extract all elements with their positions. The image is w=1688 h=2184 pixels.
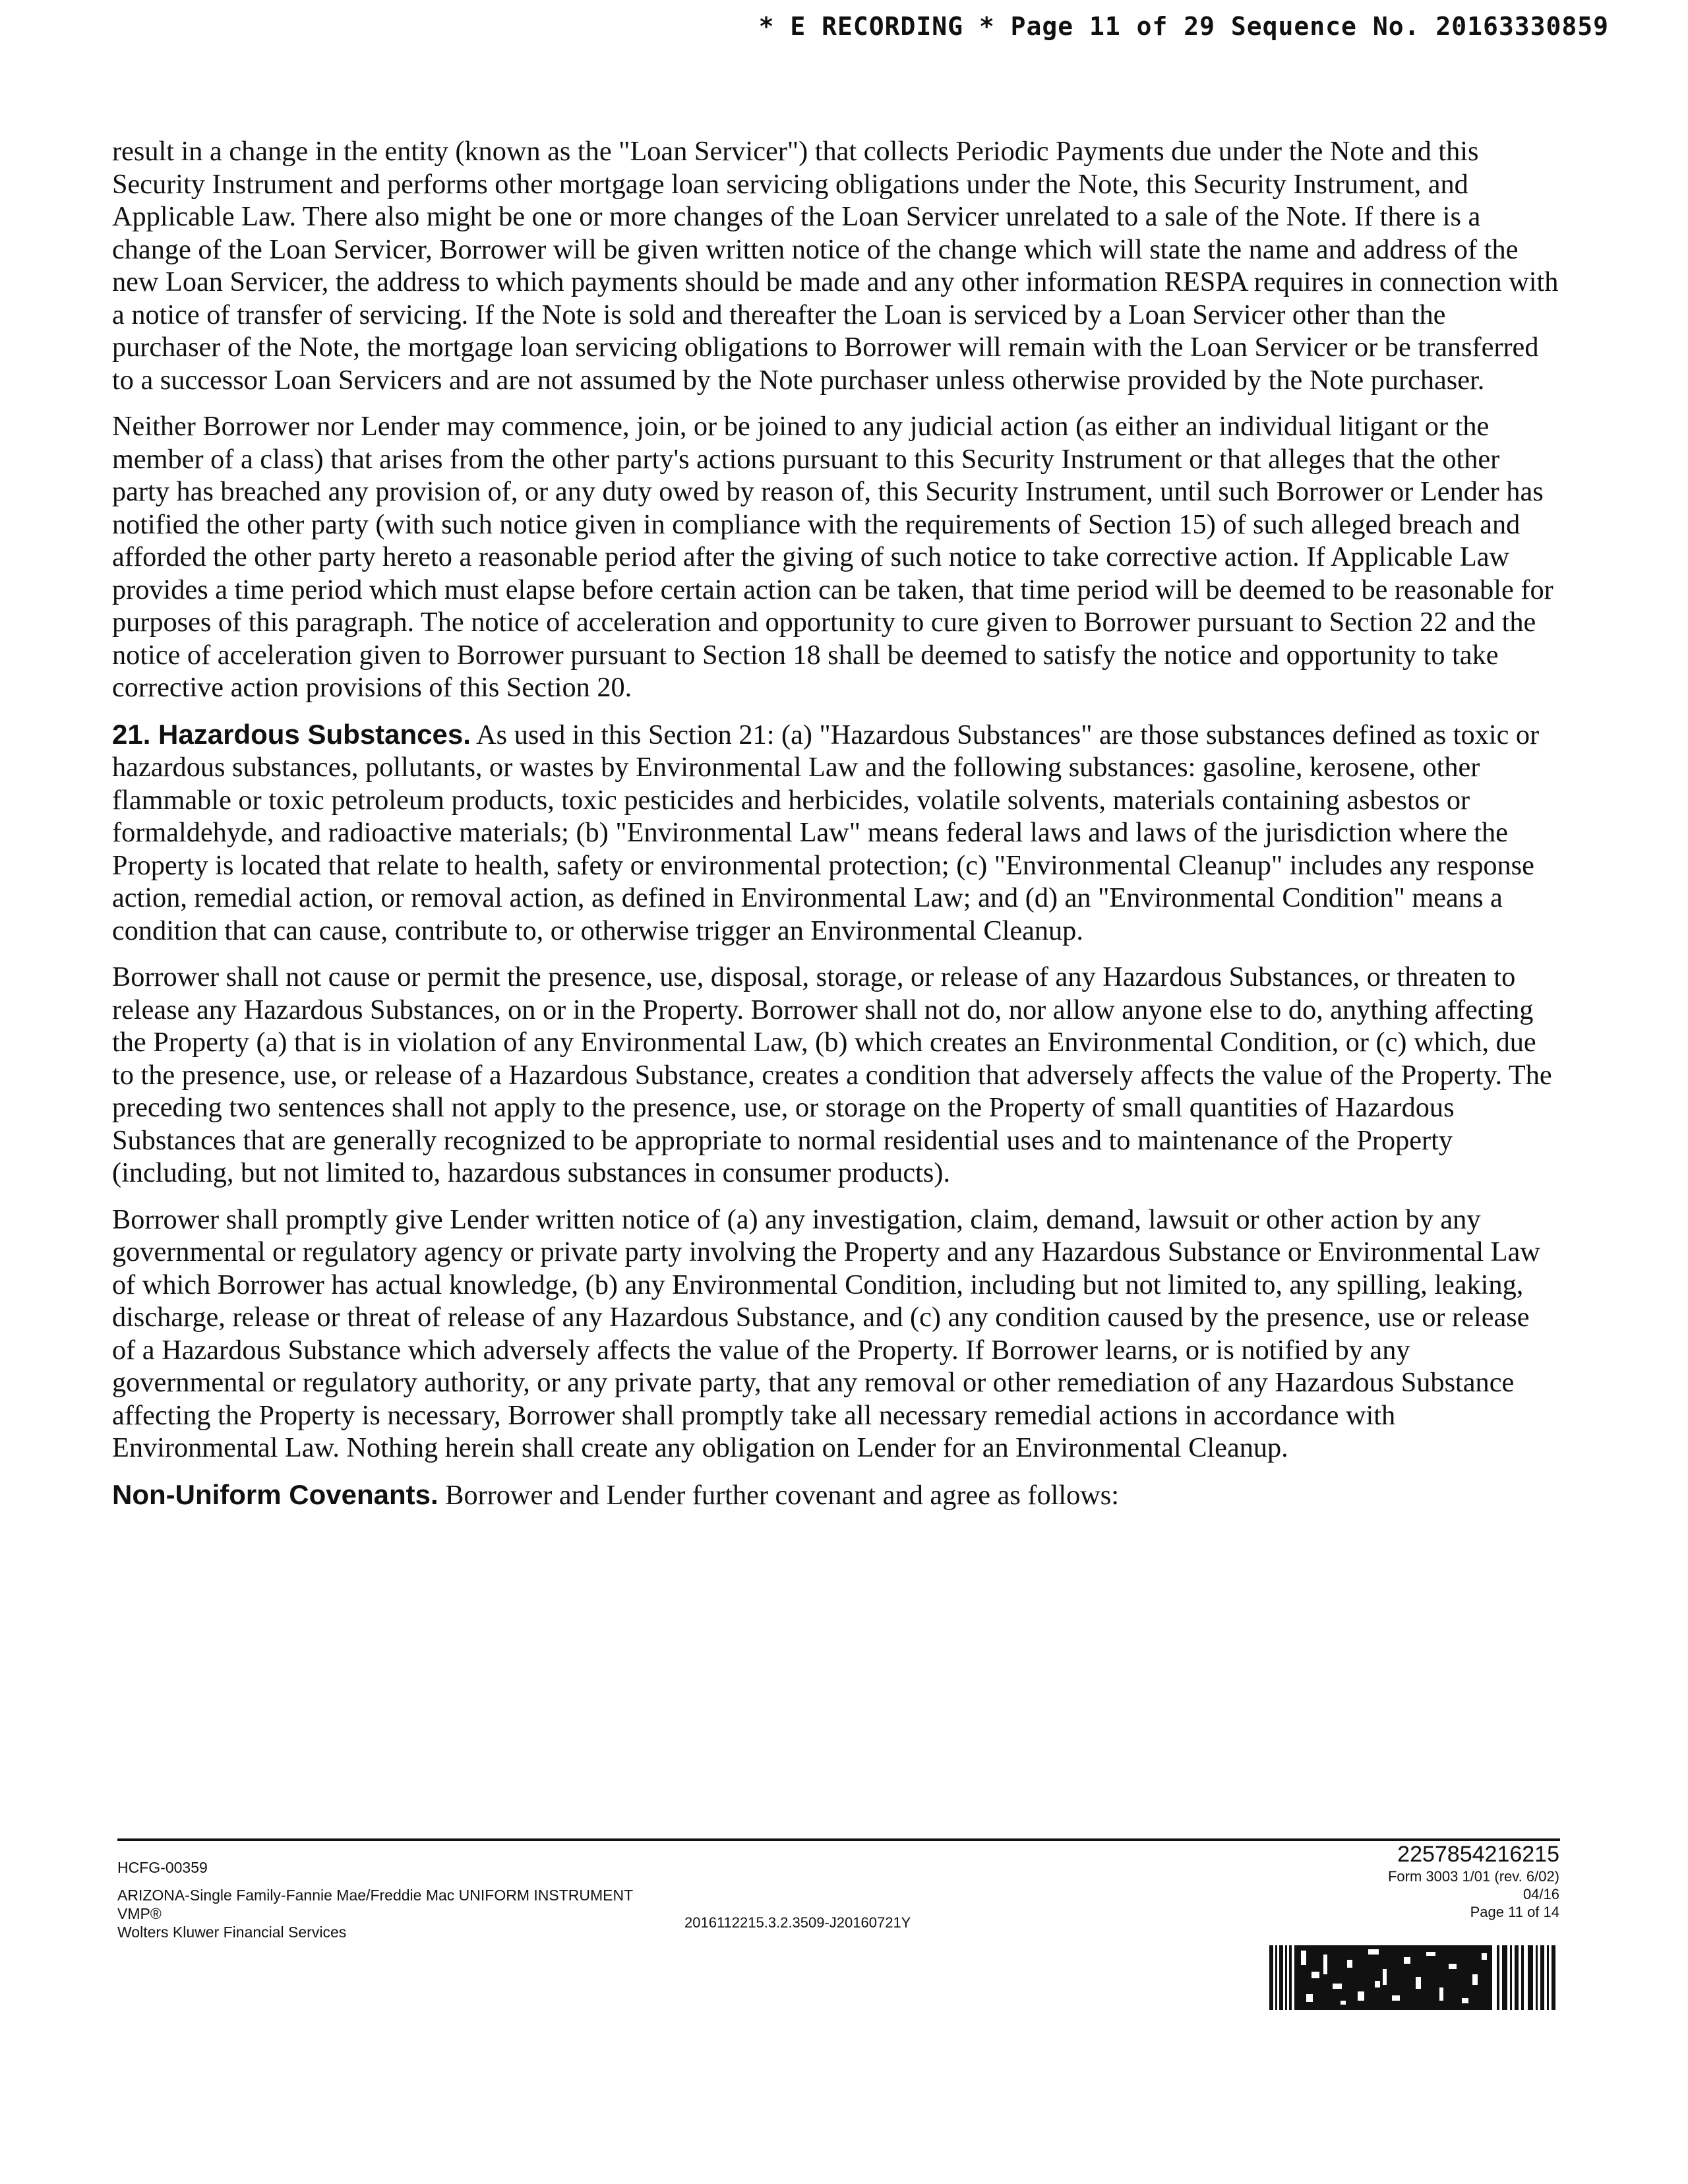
document-id: 2016112215.3.2.3509-J20160721Y	[684, 1914, 911, 1931]
footer-divider	[117, 1838, 1560, 1841]
loan-number: 2257854216215	[1397, 1842, 1559, 1867]
paragraph-borrower-notice: Borrower shall promptly give Lender written notice of (a) any investigation, claim, demand, lawsuit or other action by any governmental or regulatory agency or private party involving the Property and any Hazardous Substance or Environmental Law of which Borrower has actual knowledge, (b) any Environmental Condition, including but not limited to, any spilling, leaking, discharge, release or threat of release of any Hazardous Substance, and (c) any condition caused by the presence, use or release of a Hazardous Substance which adversely affects the value of the Property. If Borrower learns, or is notified by any governmental or regulatory authority, or any private party, that any removal or other remediation of any Hazardous Substance affecting the Property is necessary, Borrower shall promptly take all necessary remedial actions in accordance with Environmental Law. Nothing herein shall create any obligation on Lender for an Environmental Cleanup.	[112, 1203, 1540, 1463]
page-of: Page 11 of 14	[1470, 1904, 1559, 1920]
paragraph-borrower-shall-not: Borrower shall not cause or permit the presence, use, disposal, storage, or release of any Hazardous Substances, or threaten to release any Hazardous Substances, on or in the Property. Borrower shall not do, nor allow anyone else to do, anything affecting the Property (a) that is in violation of any Environmental Law, (b) which creates an Environmental Condition, or (c) which, due to the presence, use, or release of a Hazardous Substance, creates a condition that adversely affects the value of the Property. The preceding two sentences shall not apply to the presence, use, or storage on the Property of small quantities of Hazardous Substances that are generally recognized to be appropriate to normal residential uses and to maintenance of the Property (including, but not limited to, hazardous substances in consumer products).	[112, 961, 1552, 1188]
form-number: Form 3003 1/01 (rev. 6/02)	[1387, 1868, 1559, 1885]
paragraph-judicial-action: Neither Borrower nor Lender may commence, join, or be joined to any judicial action (as either an individual litigant or the member of a class) that arises from the other party's actions pursuant to this Security Instrument or that alleges that the other party has breached any provision of, or any duty owed by reason of, this Security Instrument, until such Borrower or Lender has notified the other party (with such notice given in compliance with the requirements of Section 15) of such alleged breach and afforded the other party hereto a reasonable period after the giving of such notice to take corrective action. If Applicable Law provides a time period which must elapse before certain action can be taken, that time period will be deemed to be reasonable for purposes of this paragraph. The notice of acceleration and opportunity to cure given to Borrower pursuant to Section 22 and the notice of acceleration given to Borrower pursuant to Section 18 shall be deemed to satisfy the notice and opportunity to take corrective action provisions of this Section 20.	[112, 411, 1553, 703]
form-date: 04/16	[1522, 1886, 1559, 1902]
non-uniform-covenants-text: Borrower and Lender further covenant and agree as follows:	[438, 1479, 1120, 1511]
vmp-mark: VMP®	[117, 1905, 162, 1922]
instrument-title: ARIZONA-Single Family-Fannie Mae/Freddie Mac UNIFORM INSTRUMENT	[117, 1887, 634, 1904]
section-21-text: As used in this Section 21: (a) "Hazardous Substances" are those substances defined as toxic or hazardous substances, pollutants, or wastes by Environmental Law and the following substances: gasoline, kerosene, other flammable or toxic petroleum products, toxic pesticides and herbicides, volatile solvents, materials containing asbestos or formaldehyde, and radioactive materials; (b) "Environmental Law" means federal laws and laws of the jurisdiction where the Property is located that relate to health, safety or environmental protection; (c) "Environmental Cleanup" includes any response action, remedial action, or removal action, as defined in Environmental Law; and (d) an "Environmental Condition" means a condition that can cause, contribute to, or otherwise trigger an Environmental Cleanup.	[112, 719, 1540, 946]
document-body	[112, 135, 1559, 1525]
recording-header: * E RECORDING * Page 11 of 29 Sequence No. 20163330859	[758, 12, 1609, 41]
non-uniform-covenants	[112, 1478, 1559, 1512]
footer-loan-info	[1388, 1841, 1559, 1921]
footer-form-info	[117, 1858, 633, 1941]
paragraph-loan-servicer: result in a change in the entity (known as the "Loan Servicer") that collects Periodic Payments due under the Note and this Security Instrument and performs other mortgage loan servicing obligations under the Note, this Security Instrument, and Applicable Law. There also might be one or more changes of the Loan Servicer unrelated to a sale of the Note. If there is a change of the Loan Servicer, Borrower will be given written notice of the change which will state the name and address of the new Loan Servicer, the address to which payments should be made and any other information RESPA requires in connection with a notice of transfer of servicing. If the Note is sold and thereafter the Loan is serviced by a Loan Servicer other than the purchaser of the Note, the mortgage loan servicing obligations to Borrower will remain with the Loan Servicer or be transferred to a successor Loan Servicers and are not assumed by the Note purchaser unless otherwise provided by the Note purchaser.	[112, 136, 1559, 396]
section-21-hazardous-substances	[112, 718, 1559, 948]
form-code: HCFG-00359	[117, 1859, 208, 1876]
barcode	[1269, 1945, 1559, 2010]
non-uniform-covenants-heading: Non-Uniform Covenants.	[112, 1478, 438, 1510]
section-21-heading: 21. Hazardous Substances.	[112, 718, 471, 750]
publisher-name: Wolters Kluwer Financial Services	[117, 1924, 347, 1941]
